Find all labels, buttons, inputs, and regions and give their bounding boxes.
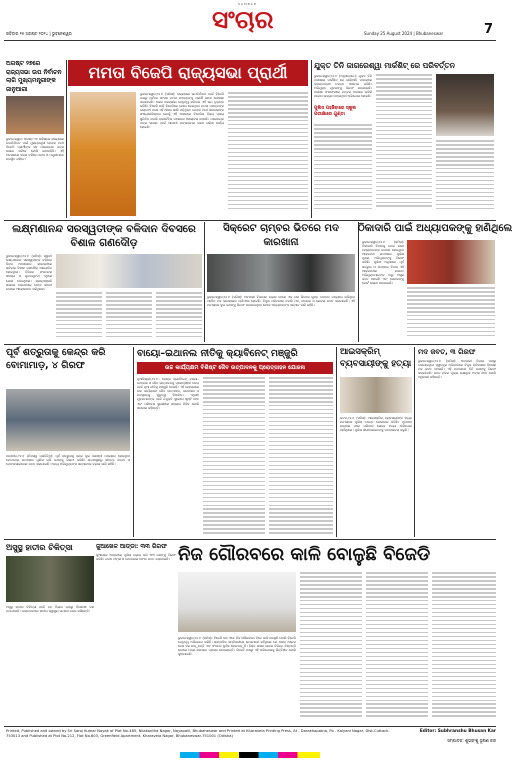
bjd-body-col4 — [432, 572, 496, 722]
contractor-headline: ଠିକାଦାରି ପାଇଁ ଅଧ୍ୟାପକଙ୍କୁ ହାଣିଥିଲେ — [358, 223, 512, 234]
liquor-arrest-body: ଭୁବନେଶ୍ୱର,୨୪।୮ (ସମିସ): ଅବକାରୀ ବିଭାଗ ପକ୍ଷରୁ ଚଳାଯାଇଥିବା ସ୍ୱତନ୍ତ୍ର ଅଭିଯାନରେ ବିପୁଳ ପରିମାଣର ବିଦେଶୀ ମଦ ଜବତ ହୋଇଛି। ଏହି ମାମଲାରେ ତିନି ଜଣଙ୍କୁ ଗିରଫ କରାଯାଇଛି। ଜବତ ମଦର ମୂଲ୍ୟ ଲକ୍ଷାଧିକ ଟଙ୍କା ହେବ ବୋଲି ଅଧିକାରୀ କହିଛନ୍ତି। — [418, 359, 496, 380]
saraswati-body: ଭୁବନେଶ୍ୱର,୨୪।୮ (ସମିସ): ସ୍ୱାମୀ ଲକ୍ଷ୍ମଣାନନ୍ଦ ସରସ୍ୱତୀଙ୍କ ବଳିଦାନ ଦିବସ ଅବସରରେ ରାଜଧାନୀରେ ଶନିବାର ବିଶାଳ ଗଣଦୌଡ଼ ଆୟୋଜିତ ହୋଇଥିଲା। ବିଭିନ୍ନ ସଂଗଠନର ସଦସ୍ୟ ଓ ଯୁବକଯୁବତୀ ଏଥିରେ ଯୋଗ ଦେଇଥିଲେ। ଶ୍ରଦ୍ଧାଞ୍ଜଳି ସଭାରେ ବକ୍ତାମାନେ ତାଙ୍କ ଜୀବନୀ ଉପରେ ଆଲୋକପାତ କରିଥିଲେ। — [6, 254, 52, 291]
bjd-body-col3 — [366, 572, 428, 722]
lead-headline-bar — [68, 60, 308, 86]
right-top-body-col1 — [314, 124, 372, 216]
saraswati-headline: ଲକ୍ଷ୍ମଣାନନ୍ଦ ସରସ୍ୱତୀଙ୍କ ବଳିଦାନ ଦିବସରେ ବିଶାଳ ଗଣଦୌଡ଼ — [12, 223, 196, 249]
right-top-photo — [436, 74, 494, 136]
right-top-body-col2 — [376, 74, 432, 216]
brief-bottom1 — [6, 542, 94, 722]
brief-bottom1-photo — [6, 556, 94, 602]
lead-headline: ମମତା ବିଜେପି ରାଜ୍ୟସଭା ପ୍ରାର୍ଥୀ — [88, 63, 288, 82]
liquor-headline: ସିକ୍ରେଟ ଚାମ୍ବର ଭିତରେ ମଦ କାରଖାନା — [223, 223, 339, 248]
footer-editor-sub: ସମ୍ପାଦକ: ଶୁଭ୍ରାଂଶୁ ଭୂଷଣ କର — [447, 738, 496, 743]
bio-body: ନୂଆଦିଲ୍ଲୀ,୨୪।୮: କେନ୍ଦ୍ର କ୍ୟାବିନେଟ୍ ବାୟୋ–ଇଥାନଲ ଓ ଜୈବ ଉତ୍ପାଦନକୁ ପ୍ରୋତ୍ସାହନ ଦେବା ପାଇଁ ନୂଆ ନୀତିକୁ ମଞ୍ଜୁରି ଦେଇଛି। ଏହି ଯୋଜନାରେ ଉଚ୍ଚ କାର୍ଯ୍ୟକ୍ଷମ ଜୈବ ଉତ୍ପାଦନ, ଗବେଷଣା ଓ ନବସୃଜନକୁ ଗୁରୁତ୍ୱ ଦିଆଯିବ। ଏଥିସହ ଯୁବକମାନଙ୍କ ପାଇଁ ନିଯୁକ୍ତି ସୁଯୋଗ ସୃଷ୍ଟି ହେବ ଏବଂ ପରିବେଶ ସୁରକ୍ଷାରେ ସହାୟତା ମିଳିବ ବୋଲି ସରକାର କହିଛନ୍ତି। — [137, 377, 199, 410]
right-top-story — [314, 60, 496, 218]
brief-top — [6, 60, 64, 218]
brief-top-body: ଭୁବନେଶ୍ୱର: ଅଗଷ୍ଟ ୨୭ ତାରିଖରେ ରାଜ୍ୟସଭା ଉପନିର୍ବାଚନ ପାଇଁ ମୁଖ୍ୟମନ୍ତ୍ରୀ ମୋହନ ମାଝୀ ବିଜେପି ପ୍ରାର୍ଥୀଙ୍କ ସହ ମନୋନୟନ ପତ୍ର ଦାଖଲ କରିବେ ବୋଲି ଜଣାପଡ଼ିଛି। ଏହି ଅବସରରେ ଦଳର ବରିଷ୍ଠ ନେତା ଓ ମନ୍ତ୍ରୀମାନେ ଉପସ୍ଥିତ ରହିବେ। — [6, 137, 64, 162]
lead-body: ଭୁବନେଶ୍ୱର,୨୪।୮ (ସମିସ): ରାଜ୍ୟସଭା ଉପନିର୍ବାଚନ ପାଇଁ ବିଜେପି ପକ୍ଷରୁ ପୂର୍ବତନ ସାଂସଦ ମମତା ମହାନ୍ତଙ୍କୁ ପ୍ରାର୍ଥୀ ଭାବେ ଘୋଷଣା କରାଯାଇଛି। ଦଳର କେନ୍ଦ୍ରୀୟ ନେତୃତ୍ୱ ଶନିବାର ଏହି ନାମ ଚୂଡ଼ାନ୍ତ କରିଛି। ବିଜେଡି ଛାଡ଼ି ବିଜେପିରେ ଯୋଗ ଦେଇଥିବା ମମତା ମହାନ୍ତଙ୍କ ଇସ୍ତଫା ପରେ ଏହି ଆସନ ଖାଲି ପଡ଼ିଥିଲା। ମୋହନ ମାଝୀ ସରକାରଙ୍କ ସଂଖ୍ୟାଗରିଷ୍ଠତା ଯୋଗୁଁ ଏହି ଆସନରେ ବିଜେପିର ବିଜୟ ପ୍ରାୟ ସୁନିଶ୍ଚିତ ବୋଲି ରାଜନୈତିକ ମହଲରେ ଆଲୋଚନା ହେଉଛି। ମନୋନୟନ ପତ୍ର ଦାଖଲ ପାଇଁ ଆଗାମୀ ମଙ୍ଗଳବାର ଶେଷ ତାରିଖ ଧାର୍ଯ୍ୟ ହୋଇଛି। — [140, 92, 224, 129]
page-number: 7 — [484, 22, 494, 37]
bjd-body-col2 — [300, 572, 362, 722]
brief-bottom1-body: ଅସୁସ୍ଥ ହାତୀର ଚିକିତ୍ସା ପାଇଁ ବନ ବିଭାଗ ପକ୍ଷରୁ ବିଶେଷଜ୍ଞ ଦଳ ପଠାଯାଇଛି। ଡାକ୍ତରମାନେ ହାତୀର ସ୍ୱାସ୍ଥ୍ୟ ଉପରେ ନଜର ରଖିଛନ୍ତି। — [6, 605, 94, 614]
bio-body-col3 — [269, 377, 333, 537]
icecream-story — [340, 347, 412, 537]
saraswati-photo — [56, 254, 202, 288]
icecream-headline: ଆଇସକ୍ରିମ୍ ବ୍ୟବସାୟୀଙ୍କୁ ହତ୍ୟା — [340, 347, 412, 369]
divider — [133, 347, 134, 537]
saraswati-body-col2 — [56, 292, 102, 342]
icecream-body: କଟକ,୨୪।୮ (ସମିସ): ଆଇସକ୍ରିମ୍ ବ୍ୟବସାୟୀଙ୍କ ହତ୍ୟା ମାମଲାରେ ପୁଲିସ ତଦନ୍ତ ଜୋରଦାର କରିଛି। ମୃତଦେହ ଉଦ୍ଧାର ପରେ ପରିବାର ଲୋକେ ହତ୍ୟା ଅଭିଯୋଗ ଆଣିଥିଲେ। ପୁଲିସ ସନ୍ଦେହଭାଜନଙ୍କୁ ପଚରାଉଚରା କରୁଛି। — [340, 416, 412, 433]
footer-rule — [4, 726, 496, 727]
footer-editor: Editor: Subhranshu Bhusan Kar — [419, 729, 496, 734]
brief-bottom2-body: ଜୁଆଖେଳ ଆଡ୍ଡାରେ ପୁଲିସ ଚଢ଼ାଉ କରି ୩୩ ଜଣଙ୍କୁ ଗିରଫ କରିଛି। ନଗଦ ଟଙ୍କା ଓ ମୋବାଇଲ ଫୋନ ଜବତ କରାଯାଇଛି। — [96, 553, 176, 562]
registration-marks — [180, 752, 320, 758]
saraswati-body-col4 — [156, 292, 202, 342]
brief-bottom2 — [96, 542, 176, 722]
divider — [4, 539, 496, 540]
brief-bottom1-headline: ଅସୁସ୍ଥ ହାତୀର ଚିକିତ୍ସା — [6, 543, 73, 552]
masthead-rule — [4, 40, 496, 41]
brand-logo: ସଂଚାର — [212, 5, 274, 34]
brief-top-photo — [6, 96, 64, 134]
right-top-body-col3 — [436, 140, 494, 216]
bjd-body: ଭୁବନେଶ୍ୱର,୨୪।୮ (ସମିସ): ବିଜେଡି ଦଳ ଏବେ ନିଜ ଗୌରବରେ ନିଜେ କାଳି ବୋଳୁଛି ବୋଲି ବିଜେପି ନେତୃତ୍ୱ ଅଭିଯୋଗ କରିଛି। ସାମ୍ବାଦିକ ସମ୍ମିଳନୀରେ ନେତାମାନେ କହିଥିଲେ ଯେ ଦଳର ଅନେକ ନେତା ଦଳ ଛାଡ଼ୁଛନ୍ତି ଏବଂ ସଂଗଠନ ଦୁର୍ବଳ ହୋଇପଡ଼ୁଛି। ବିଗତ ଶାସନ କାଳର ବିଭିନ୍ନ ନିଷ୍ପତ୍ତି ଉପରେ ମଧ୍ୟ ସେମାନେ ପ୍ରଶ୍ନ ଉଠାଇଛନ୍ତି। ବିଜେଡି ପକ୍ଷରୁ ଏହି ଅଭିଯୋଗକୁ ଭିତ୍ତିହୀନ ବୋଲି କୁହାଯାଇଛି। — [178, 636, 296, 657]
divider — [66, 60, 67, 218]
bio-banner — [137, 362, 333, 374]
masthead — [0, 0, 500, 44]
bomb-body: ପାରାଦୀପ,୨୪।୮ (ନିଜସ୍ୱ ପ୍ରତିନିଧି): ପୂର୍ବ ଶତ୍ରୁତାକୁ ନେଇ ଦୁଇ ଗୋଷ୍ଠୀ ମଧ୍ୟରେ ହୋଇଥିବା ବୋମାମାଡ଼ ଘଟଣାରେ ପୁଲିସ ଚାରି ଜଣଙ୍କୁ ଗିରଫ କରିଛି। ଘଟଣାସ୍ଥଳରୁ ଜୀବନ୍ତ ବୋମା ଓ ମୋଟରସାଇକେଲ ଜବତ କରାଯାଇଛି। ଅନ୍ୟ ଅଭିଯୁକ୍ତଙ୍କ ସନ୍ଧାନରେ ଚଢ଼ାଉ ଜାରି ରହିଛି। — [6, 454, 130, 467]
bjd-headline: ନିଜ ଗୌରବରେ କାଳି ବୋଳୁଛି ବିଜେଡି — [178, 544, 431, 565]
bjd-story — [178, 542, 496, 722]
divider — [4, 344, 496, 345]
contractor-body-col2 — [407, 287, 495, 341]
divider — [414, 347, 415, 537]
divider — [204, 222, 205, 342]
bio-story — [137, 347, 333, 537]
liquor-arrest-headline: ମଦ ଜବତ, ୩ ଗିରଫ — [418, 348, 476, 356]
bomb-story — [6, 347, 130, 537]
footer-imprint: Printed, Published and owned by Sri Saroj Kumar Nayak of Plot No-465, Nilakantha Nagar, Nayapalli, Bhubaneswar and Printed at Kharavela Printing Press, At - Darakhapatna, Po - Kalyani Nagar, Dist-Cuttack-753013 and Published at Plot No.212, Flat No.603, Greenfield Apartment, Kharavela Nagar, Bhubaneswar-751001 (Odisha) — [6, 729, 390, 738]
liquor-body: ଭୁବନେଶ୍ୱର,୨୪।୮ (ସମିସ): ଅବକାରୀ ବିଭାଗର ଚଢ଼ାଉ ବେଳେ ଏକ ଘର ଭିତରେ ଗୁପ୍ତ ଚାମ୍ବର ମଧ୍ୟରେ ଚାଲିଥିବା ଅବୈଧ ମଦ କାରଖାନାର ପର୍ଦ୍ଦାଫାଶ ହୋଇଛି। ବିପୁଳ ପରିମାଣର ନକଲି ମଦ, ବୋତଲ ଓ ଲେବଲ ଜବତ କରାଯାଇଛି। ଏହି ମାମଲାରେ ଦୁଇ ଜଣଙ୍କୁ ଗିରଫ କରାଯାଇଥିବା ବେଳେ ଅନ୍ୟମାନଙ୍କ ସନ୍ଧାନ ଜାରି ରହିଛି। — [207, 295, 355, 308]
right-top-subhead: ପୁଲିସ ପହଞ୍ଚିବାରେ ସ୍କୁଲ ପରୀକ୍ଷାରେ ଗୁଣ୍ଡା — [314, 106, 356, 117]
liquor-arrest-story — [418, 347, 496, 537]
right-top-body: ଭୁବନେଶ୍ୱର,୨୪।୮ (ଅନୁସନ୍ଧାନ): ଯୁକ୍ତ ତିନି ପରୀକ୍ଷାର ମାର୍କଶିଟ୍ ରେ ଜାଲିଆତି ମାମଲାରେ କ୍ରାଇମବ୍ରାଞ୍ଚ ତଦନ୍ତ ଆରମ୍ଭ କରିଛି। ଅଭିଯୁକ୍ତ ଯୁବକଙ୍କୁ ଗିରଫ କରାଯାଇଛି। ପରୀକ୍ଷା ଫଳାଫଳରେ ନମ୍ବର ବଦଳାଇ ଚାକିରି ପାଇବା ଉଦ୍ୟମ ହୋଇଥିବା ଅଭିଯୋଗ ହୋଇଛି। — [314, 74, 372, 99]
bio-banner-text: ଉଚ୍ଚ କାର୍ଯ୍ୟକ୍ଷମ ବିଶିଷ୍ଟ ଜୈବ ଉତ୍ପାଦନକୁ ପ୍ରୋତ୍ସାହନ ଯୋଜନା — [164, 365, 306, 371]
lead-photo — [70, 92, 136, 216]
divider — [336, 347, 337, 537]
date-left: ରବିବାର ୨୫ ଅଗଷ୍ଟ ୨୦୨୪ | ଭୁବନେଶ୍ୱର — [6, 31, 72, 36]
divider — [311, 60, 312, 218]
bjd-photo — [178, 572, 296, 632]
saraswati-body-col3 — [106, 292, 152, 342]
saraswati-story — [6, 222, 202, 342]
divider — [4, 220, 496, 221]
right-top-headline: ଯୁକ୍ତ ତିନି ଜାଗରେଶ୍ୱା ମାର୍କଶିଟ୍ ରେ ପରିବର୍ତ୍ତନ — [314, 61, 455, 70]
bio-body-col2 — [203, 377, 265, 537]
bomb-photo — [6, 389, 130, 451]
brief-top-headline: ଅଗଷ୍ଟ ୨୭ରେ ରାଜ୍ୟସଭା ଉପ ନିର୍ବାଚନ ଲାଗି ମୁଖ୍ୟମନ୍ତ୍ରୀଙ୍କ ଜାନୁଆରୀ — [6, 60, 62, 93]
bomb-headline: ପୂର୍ବ ଶତ୍ରୁତାକୁ କେନ୍ଦ୍ର କରି ବୋମାମାଡ଼, ୪ ଗିରଫ — [6, 347, 106, 371]
brief-bottom2-headline: ଜୁଆଖେଳ ଆଡ୍ଡା: ୩୩ ଗିରଫ — [96, 543, 167, 550]
date-right: Sunday 25 August 2024 | Bhubaneswar — [364, 31, 444, 36]
contractor-photo — [407, 240, 495, 284]
brand-small: SAMBAD — [238, 2, 258, 6]
contractor-body: ଭୁବନେଶ୍ୱର,୨୪।୮ (ସମିସ): ଠିକାଦାରି ବିବାଦକୁ ନେଇ ଜଣେ ଅଧ୍ୟାପକଙ୍କ ଉପରେ ହୋଇଥିବା ଆକ୍ରମଣ ଘଟଣାରେ ପୁଲିସ ମୁଖ୍ୟ ଅଭିଯୁକ୍ତଙ୍କୁ ଗିରଫ କରିଛି। ପୁଲିସ ଅନୁସାରେ ପୂର୍ବ ଶତ୍ରୁତା ଓ ଟେଣ୍ଡର ବିବାଦ ଏହି ଆକ୍ରମଣର କାରଣ। ଅଭିଯୁକ୍ତମାନଙ୍କ ଠାରୁ ଅସ୍ତ୍ର ଜବତ ହୋଇଛି ଏବଂ ସେମାନଙ୍କୁ କୋର୍ଟ ଚାଲାଣ କରାଯାଇଛି। — [362, 240, 404, 285]
icecream-photo — [340, 377, 412, 413]
lead-body-cont — [228, 92, 308, 216]
bio-headline: ବାୟୋ–ଇଥାନଲ ନୀତିକୁ କ୍ୟାବିନେଟ୍ ମଞ୍ଜୁରି — [137, 348, 298, 359]
